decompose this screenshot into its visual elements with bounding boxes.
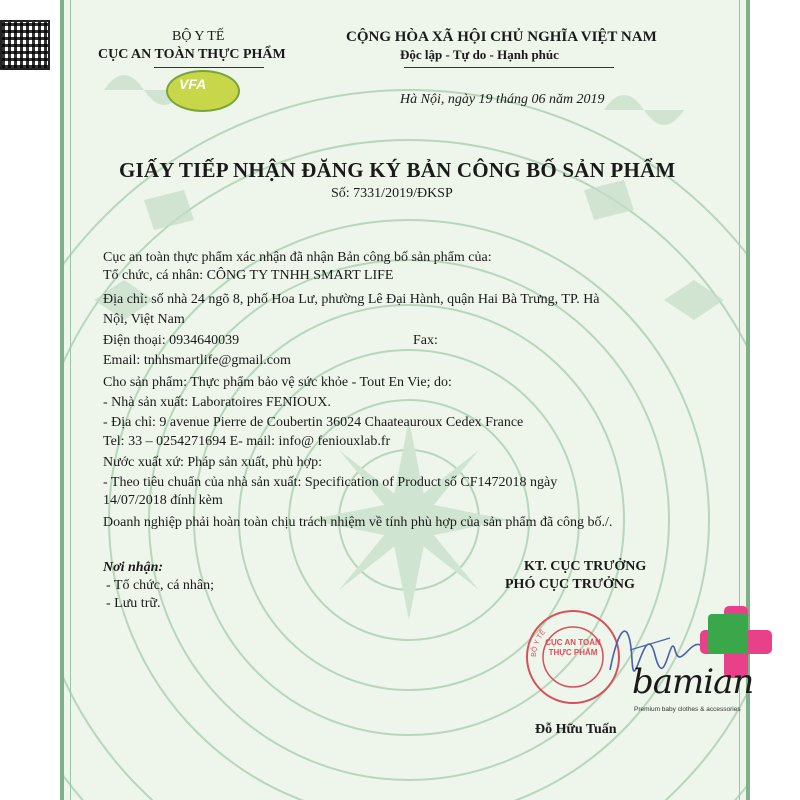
recipient-item: - Tổ chức, cá nhân;	[106, 578, 215, 593]
stamp-center-text: CỤC AN TOÀN THỰC PHẨM	[545, 638, 601, 657]
vfa-logo-text: VFA	[179, 76, 207, 92]
recipient-item: - Lưu trữ.	[106, 596, 161, 611]
product-line: Cho sản phẩm: Thực phẩm bảo vệ sức khỏe - Tout En Vie; do:	[103, 375, 452, 390]
document-number: Số: 7331/2019/ĐKSP	[331, 186, 453, 201]
signer-title: KT. CỤC TRƯỞNG	[524, 559, 647, 574]
national-motto: Độc lập - Tự do - Hạnh phúc	[400, 47, 559, 62]
standard-line-1: - Theo tiêu chuẩn của nhà sản xuất: Specification of Product số CF1472018 ngày	[103, 475, 558, 490]
standard-line-2: 14/07/2018 đính kèm	[103, 493, 223, 508]
stamp-ring-text: BỘ Y TẾ	[530, 628, 548, 658]
document-title: GIẤY TIẾP NHẬN ĐĂNG KÝ BẢN CÔNG BỐ SẢN PHẨM	[119, 158, 676, 182]
brand-tagline: Premium baby clothes & accessories	[634, 706, 741, 713]
responsibility-line: Doanh nghiệp phải hoàn toàn chịu trách nhiệm về tính phù hợp của sản phẩm đã công bố./.	[103, 515, 613, 530]
ministry-name: BỘ Y TẾ	[172, 29, 225, 44]
republic-name: CỘNG HÒA XÃ HỘI CHỦ NGHĨA VIỆT NAM	[346, 29, 657, 45]
origin-line: Nước xuất xứ: Pháp sản xuất, phù hợp:	[103, 455, 322, 470]
address-line-1: Địa chỉ: số nhà 24 ngõ 8, phố Hoa Lư, phường Lê Đại Hành, quận Hai Bà Trưng, TP. Hà	[103, 292, 600, 307]
manufacturer-contact-line: Tel: 33 – 0254271694 E- mail: info@ feniouxlab.fr	[103, 434, 391, 449]
agency-name: CỤC AN TOÀN THỰC PHẨM	[98, 47, 286, 62]
issue-date: Hà Nội, ngày 19 tháng 06 năm 2019	[400, 92, 605, 107]
qr-code	[0, 20, 50, 70]
fax-line: Fax:	[413, 333, 438, 348]
brand-name: bamian	[632, 662, 754, 702]
recipients-label: Nơi nhận:	[103, 560, 164, 575]
address-line-2: Nội, Việt Nam	[103, 312, 185, 327]
motto-underline	[404, 67, 614, 68]
manufacturer-address-line: - Địa chỉ: 9 avenue Pierre de Coubertin 36024 Chaateauroux Cedex France	[103, 415, 524, 430]
email-line: Email: tnhhsmartlife@gmail.com	[103, 353, 291, 368]
signer-role: PHÓ CỤC TRƯỞNG	[505, 577, 635, 592]
agency-underline	[154, 67, 264, 68]
manufacturer-line: - Nhà sản xuất: Laboratoires FENIOUX.	[103, 395, 331, 410]
phone-line: Điện thoại: 0934640039	[103, 333, 240, 348]
signer-name: Đỗ Hữu Tuấn	[535, 722, 617, 737]
confirmation-line: Cục an toàn thực phẩm xác nhận đã nhận Bản công bố sản phẩm của:	[103, 250, 492, 265]
organization-line: Tổ chức, cá nhân: CÔNG TY TNHH SMART LIFE	[103, 268, 394, 283]
